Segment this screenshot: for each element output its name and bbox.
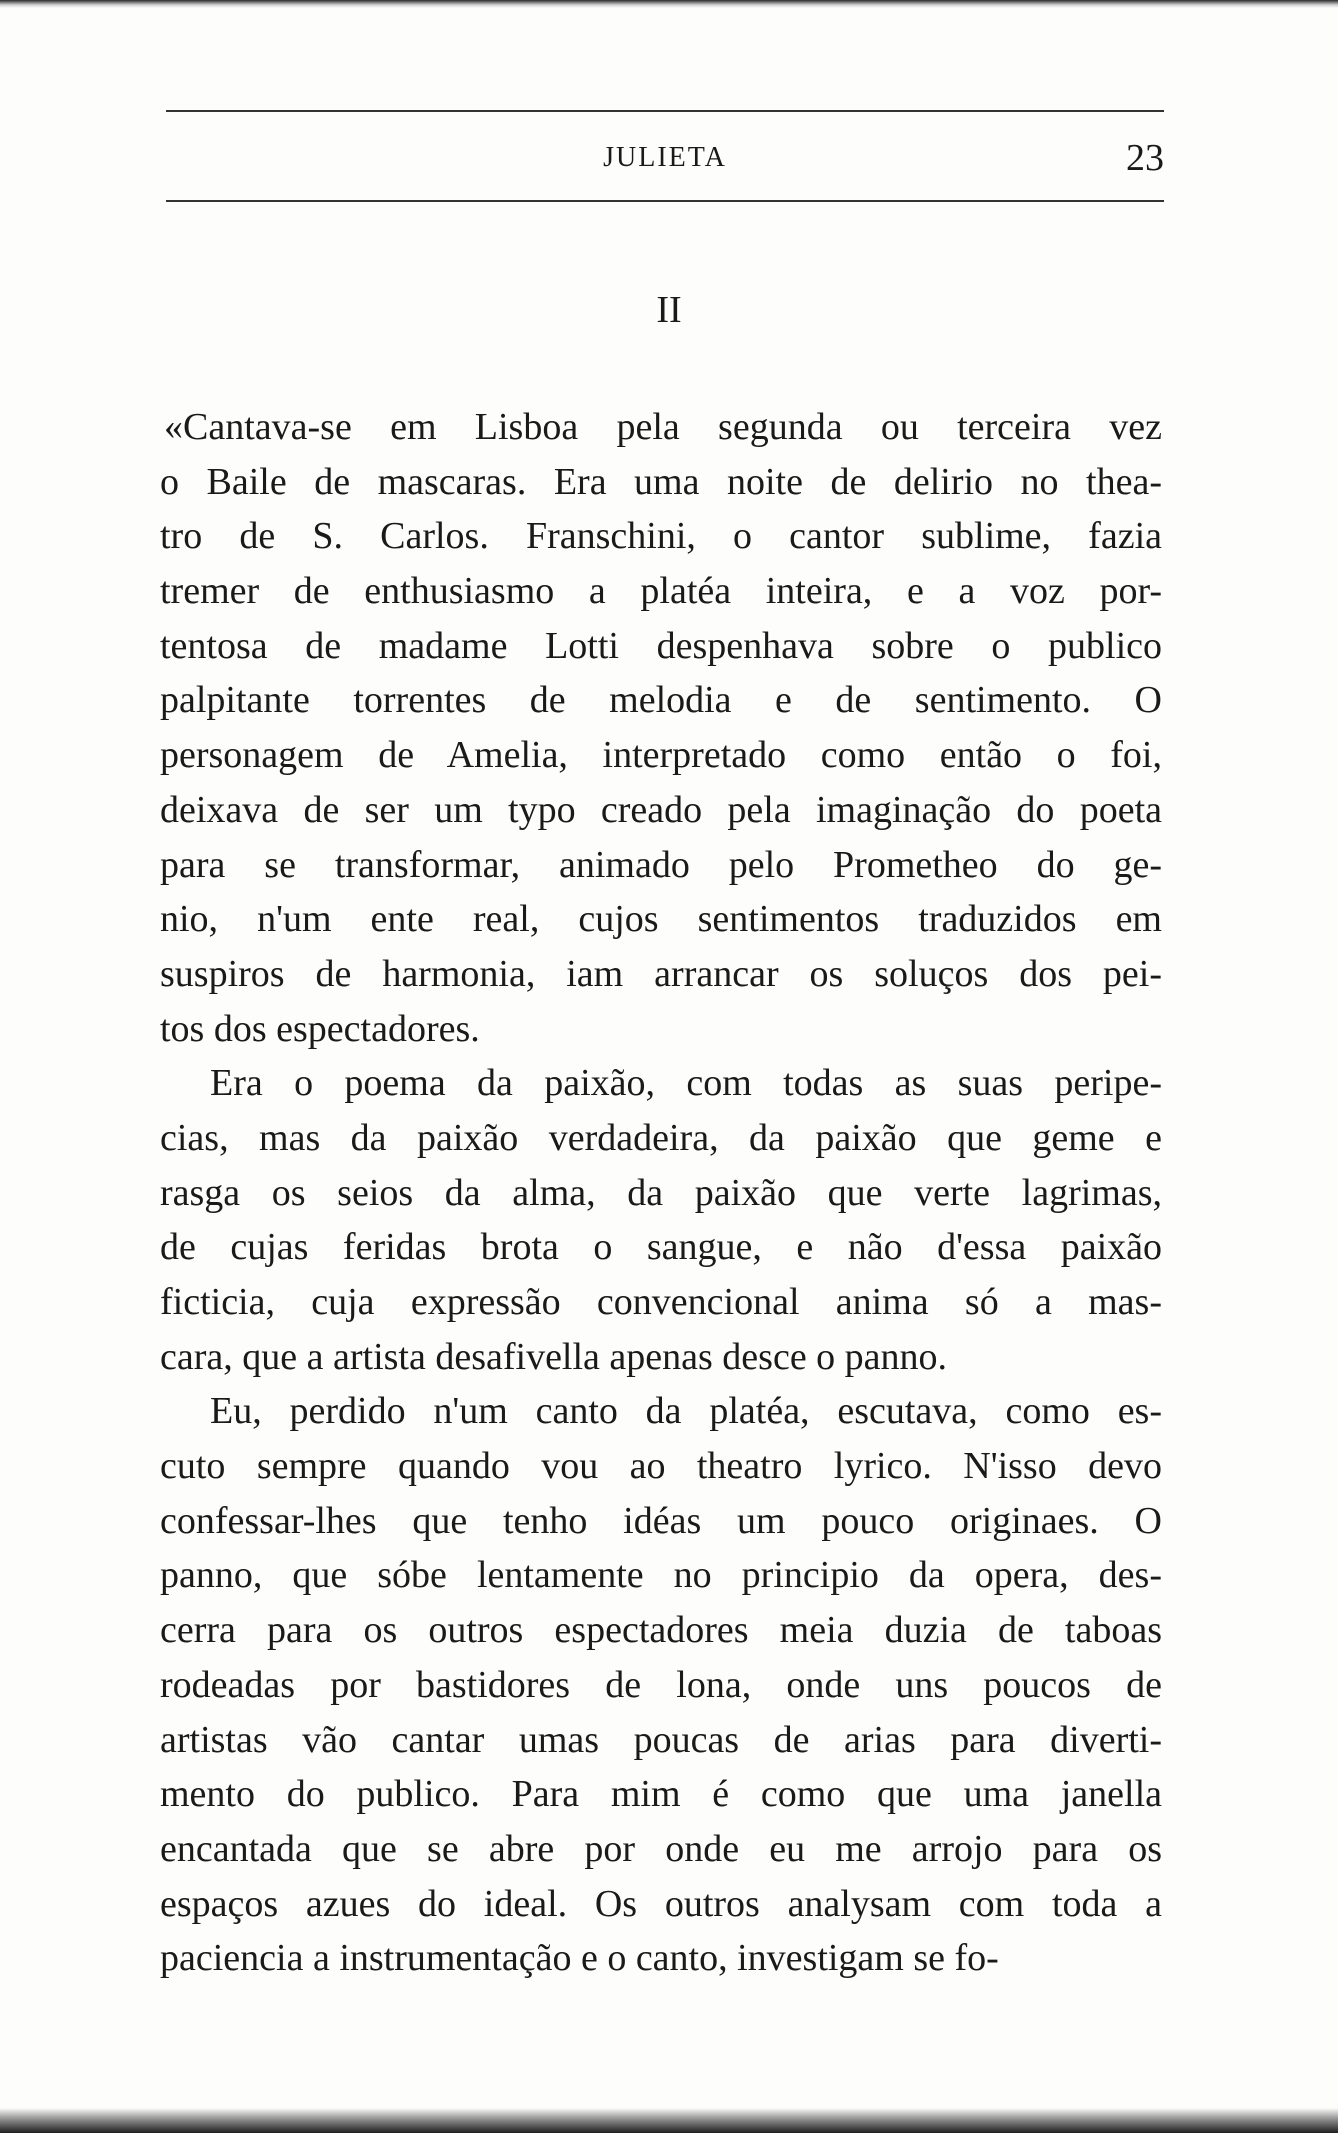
text-line: cuto sempre quando vou ao theatro lyrico. N'isso devo <box>160 1445 1162 1488</box>
text-line: Eu, perdido n'um canto da platéa, escutava, como es- <box>210 1390 1162 1433</box>
page-number: 23 <box>1126 137 1164 179</box>
scan-edge-bottom <box>0 2108 1338 2133</box>
header-rule-top <box>166 110 1164 112</box>
text-line: cara, que a artista desafivella apenas desce o panno. <box>160 1335 948 1378</box>
text-line: ficticia, cuja expressão convencional anima só a mas- <box>160 1281 1162 1323</box>
header-rule-bottom <box>166 200 1164 202</box>
body-text <box>160 400 1162 1986</box>
scan-edge-top <box>0 0 1338 8</box>
running-title: JULIETA <box>603 142 727 173</box>
text-line: cerra para os outros espectadores meia duzia de taboas <box>160 1609 1162 1652</box>
text-line: tro de S. Carlos. Franschini, o cantor sublime, fazia <box>160 515 1162 558</box>
text-line: rasga os seios da alma, da paixão que verte lagrimas, <box>160 1171 1162 1214</box>
text-line: nio, n'um ente real, cujos sentimentos traduzidos em <box>160 898 1162 941</box>
text-line: mento do publico. Para mim é como que uma janella <box>160 1773 1162 1816</box>
paragraph <box>160 1384 1162 1986</box>
text-line: para se transformar, animado pelo Prometheo do ge- <box>160 843 1162 886</box>
text-line: rodeadas por bastidores de lona, onde uns poucos de <box>160 1663 1162 1706</box>
paragraph <box>160 1056 1162 1384</box>
text-line: artistas vão cantar umas poucas de arias para diverti- <box>160 1718 1162 1761</box>
text-line: paciencia a instrumentação e o canto, investigam se fo- <box>160 1937 999 1980</box>
text-line: panno, que sóbe lentamente no principio da opera, des- <box>160 1554 1162 1597</box>
text-line: personagem de Amelia, interpretado como então o foi, <box>160 734 1162 777</box>
text-line: «Cantava-se em Lisboa pela segunda ou terceira vez <box>164 406 1162 448</box>
text-line: Era o poema da paixão, com todas as suas peripe- <box>210 1062 1162 1105</box>
text-line: deixava de ser um typo creado pela imaginação do poeta <box>160 788 1162 831</box>
text-line: espaços azues do ideal. Os outros analysam com toda a <box>160 1882 1162 1925</box>
text-line: suspiros de harmonia, iam arrancar os soluços dos pei- <box>160 952 1162 995</box>
text-line: o Baile de mascaras. Era uma noite de delirio no thea- <box>160 460 1162 503</box>
running-head <box>166 138 1164 178</box>
text-line: de cujas feridas brota o sangue, e não d'essa paixão <box>160 1226 1162 1269</box>
text-line: encantada que se abre por onde eu me arrojo para os <box>160 1827 1162 1870</box>
text-line: cias, mas da paixão verdadeira, da paixão que geme e <box>160 1116 1162 1159</box>
paragraph <box>160 400 1162 1056</box>
text-line: tos dos espectadores. <box>160 1007 480 1050</box>
chapter-heading: II <box>656 289 682 331</box>
text-line: palpitante torrentes de melodia e de sentimento. O <box>160 679 1162 722</box>
text-line: tentosa de madame Lotti despenhava sobre o publico <box>160 624 1162 667</box>
text-line: confessar-lhes que tenho idéas um pouco originaes. O <box>160 1499 1162 1542</box>
text-line: tremer de enthusiasmo a platéa inteira, e a voz por- <box>160 570 1162 613</box>
